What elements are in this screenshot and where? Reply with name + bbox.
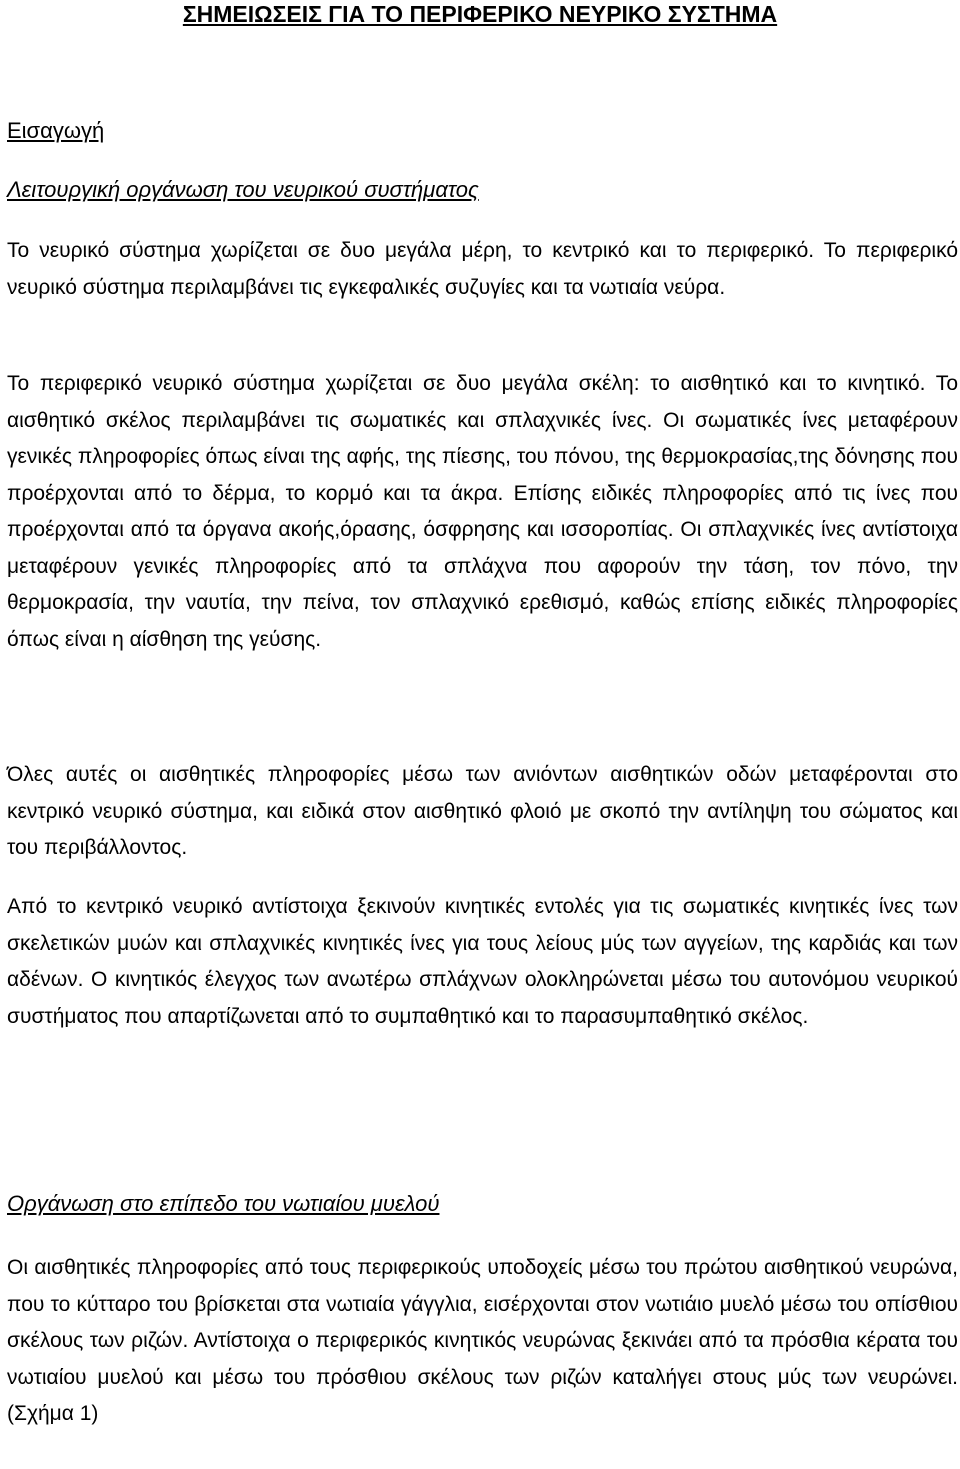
paragraph-ascending-pathways: Όλες αυτές οι αισθητικές πληροφορίες μέσω των ανιόντων αισθητικών οδών μεταφέρονται στο κεντρικό νευρικό σύστημα, και ειδικά στον αισθητικό φλοιό με σκοπό την αντίληψη του σώματος και του περιβάλλοντος. — [7, 763, 958, 859]
paragraph-nervous-system-division: Το νευρικό σύστημα χωρίζεται σε δυο μεγάλα μέρη, το κεντρικό και το περιφερικό. Το περιφερικό νευρικό σύστημα περιλαμβάνει τις εγκεφαλικές συζυγίες και τα νωτιαία νεύρα. — [7, 239, 958, 299]
subheading-functional-organization: Λειτουργική οργάνωση του νευρικού συστήματος — [7, 177, 479, 202]
subheading-spinal-cord-organization: Οργάνωση στο επίπεδο του νωτιαίου μυελού — [7, 1191, 440, 1216]
paragraph-motor-commands: Από το κεντρικό νευρικό αντίστοιχα ξεκινούν κινητικές εντολές για τις σωματικές κινητικές ίνες των σκελετικών μυών και σπλαχνικές κινητικές ίνες για τους λείους μύς των αγγείων, της καρδιάς και των αδένων. Ο κινητικός έλεγχος των ανωτέρω σπλάχνων ολοκληρώνεται μέσω του αυτονόμου νευρικού συστήματος που απαρτίζωνεται από το συμπαθητικό και το παρασυμπαθητικό σκέλος. — [7, 895, 958, 1028]
section-heading-introduction: Εισαγωγή — [7, 118, 105, 143]
document-title: ΣΗΜΕΙΩΣΕΙΣ ΓΙΑ ΤΟ ΠΕΡΙΦΕΡΙΚΟ ΝΕΥΡΙΚΟ ΣΥΣΤΗΜΑ — [182, 1, 778, 27]
paragraph-spinal-cord: Οι αισθητικές πληροφορίες από τους περιφερικούς υποδοχείς μέσω του πρώτου αισθητικού νευρώνα, που το κύτταρο του βρίσκεται στα νωτιαία γάγγλια, εισέρχονται στον νωτιάιο μυελό μέσω του οπίσθιου σκέλους των ριζών. Αντίστοιχα ο περιφερικός κινητικός νευρώνας ξεκινάει από τα πρόσθια κέρατα του νωτιαίου μυελού και μέσω του πρόσθιου σκέλους των ριζών καταλήγει στους μύς των νευρώνει. (Σχήμα 1) — [7, 1256, 958, 1425]
paragraph-sensory-fibers: Το περιφερικό νευρικό σύστημα χωρίζεται σε δυο μεγάλα σκέλη: το αισθητικό και το κινητικό. Το αισθητικό σκέλος περιλαμβάνει τις σωματικές και σπλαχνικές ίνες. Οι σωματικές ίνες μεταφέρουν γενικές πληροφορίες όπως είναι της αφής, της πίεσης, του πόνου, της θερμοκρασίας,της δόνησης που προέρχονται από το δέρμα, το κορμό και τα άκρα. Επίσης ειδικές πληροφορίες από τις ίνες που προέρχονται από τα όργανα ακοής,όρασης, όσφρησης και ισσοροπίας. Οι σπλαχνικές ίνες αντίστοιχα μεταφέρουν γενικές πληροφορίες από τα σπλάχνα που αφορούν την τάση, τον πόνο, την θερμοκρασία, την ναυτία, την πείνα, τον σπλαχνικό ερεθισμό, καθώς επίσης ειδικές πληροφορίες όπως είναι η αίσθηση της γεύσης. — [7, 372, 958, 651]
